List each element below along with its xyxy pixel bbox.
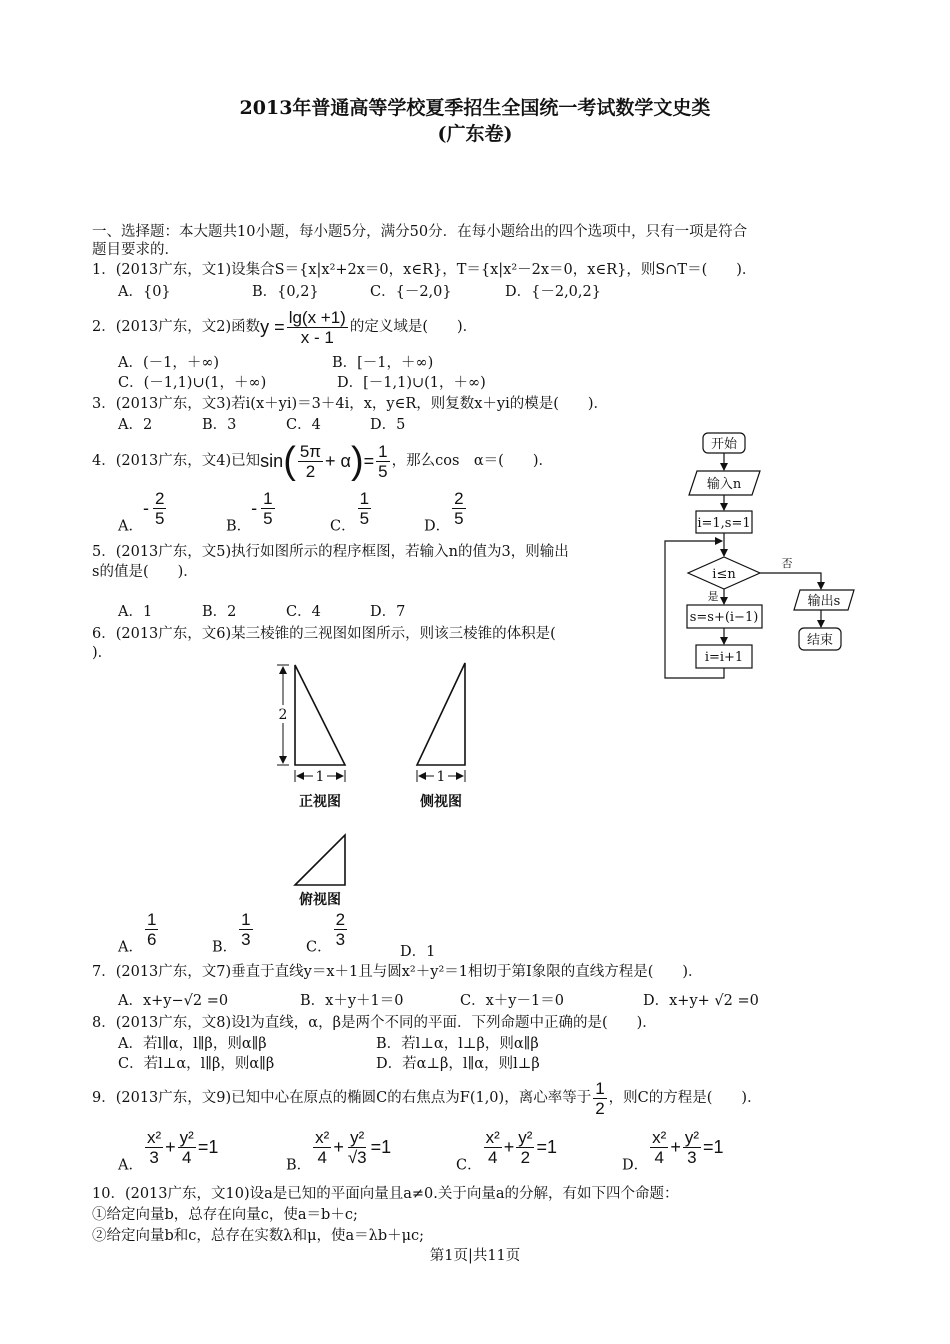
q9-option-d-label: D． [622, 1157, 649, 1174]
front-width-label: 1 [315, 769, 325, 785]
q9-option-c-a: 4 [487, 1148, 498, 1167]
q9-eccentricity-fraction [593, 1079, 606, 1118]
q4-equals: = [363, 451, 375, 471]
q2-numerator: lg(x +1) [288, 307, 346, 327]
q9-option-d [622, 1128, 724, 1175]
question-1-stem: 1．(2013广东，文1)设集合S＝{x|x²+2x＝0，x∈R}，T＝{x|x²－2x＝0，x∈R}，则S∩T＝( )． [92, 262, 757, 278]
q4-option-a-den: 5 [154, 509, 165, 528]
page-footer: 第1页|共11页 [429, 1248, 521, 1264]
flowchart-condition-text: i≤n [712, 567, 736, 582]
front-view-caption: 正视图 [299, 794, 341, 810]
q8-option-a: A．若l∥α，l∥β，则α∥β [118, 1036, 267, 1052]
flowchart-end-text: 结束 [806, 633, 834, 648]
q8-option-d: D．若α⊥β，l∥α，则l⊥β [376, 1056, 540, 1072]
question-3-stem: 3．(2013广东，文3)若i(x＋yi)＝3＋4i，x，y∈R，则复数x＋yi的模是( )． [92, 396, 609, 412]
front-view-triangle [295, 665, 345, 765]
q9-option-c-xfrac [484, 1128, 502, 1167]
q2-prefix: 2．(2013广东，文2)函数 [92, 319, 261, 335]
q6-option-d: D．1 [400, 944, 436, 960]
q4-suffix: ，那么cos α＝( )． [391, 453, 553, 469]
flowchart-start-text: 开始 [710, 437, 738, 452]
q9-option-a-xfrac [145, 1128, 163, 1167]
q9-option-d-y2: y² [684, 1128, 699, 1147]
q3-option-b: B．3 [202, 417, 237, 433]
q6-option-a-fraction [145, 910, 158, 949]
q9-option-d-yfrac [683, 1128, 701, 1167]
q1-option-b: B．{0,2} [252, 284, 319, 300]
q4-option-b-num: 1 [263, 489, 273, 508]
q4-option-c-label: C． [330, 518, 356, 535]
q5-option-d: D．7 [370, 604, 406, 620]
q4-option-d-den: 5 [454, 509, 464, 528]
q7-option-b: B．x＋y＋1＝0 [300, 993, 404, 1009]
q9-option-c [456, 1128, 557, 1175]
q4-option-b-sign: - [251, 498, 258, 518]
question-6-stem-cont: )． [92, 645, 113, 661]
q9-num: 1 [595, 1078, 605, 1098]
q3-option-d: D．5 [370, 417, 406, 433]
q6-option-c-num: 2 [335, 910, 346, 929]
q9-prefix: 9．(2013广东，文9)已知中心在原点的椭圆C的右焦点为F(1,0)，离心率等于 [92, 1090, 592, 1106]
section-instructions: 一、选择题：本大题共10小题，每小题5分，满分50分．在每小题给出的四个选项中，只有一项是符合 [92, 224, 748, 240]
q9-option-b-x2: x² [315, 1128, 330, 1147]
page-subtitle: (广东卷) [437, 123, 513, 145]
q1-option-d: D．{－2,0,2} [505, 284, 601, 300]
q9-option-d-x2: x² [652, 1128, 667, 1147]
q9-option-b-label: B． [286, 1157, 312, 1174]
front-height-label: 2 [278, 707, 288, 723]
q9-suffix: ，则C的方程是( )． [608, 1090, 762, 1106]
q10-proposition-1: ①给定向量b，总存在向量c，使a＝b＋c; [92, 1207, 358, 1223]
q6-option-c-fraction [334, 910, 347, 949]
question-6-stem: 6．(2013广东，文6)某三棱锥的三视图如图所示，则该三棱锥的体积是( [92, 626, 556, 642]
q4-option-d-label: D． [424, 518, 451, 535]
q6-option-a-num: 1 [146, 910, 157, 929]
q6-option-b [212, 910, 255, 957]
q2-denominator: x - 1 [300, 327, 334, 347]
q4-option-c-num: 1 [359, 489, 370, 508]
q4-plus-alpha: + α [325, 451, 351, 471]
side-width-label: 1 [436, 769, 446, 785]
side-view-triangle [417, 663, 465, 765]
q4-rparen: ) [350, 440, 364, 482]
q9-option-a-plus: + [165, 1137, 176, 1157]
q9-option-a-b: 4 [182, 1148, 192, 1167]
q3-option-c: C．4 [286, 417, 321, 433]
q6-option-a [118, 910, 160, 957]
q9-option-d-a: 4 [654, 1148, 664, 1167]
q6-option-b-label: B． [212, 939, 238, 956]
q9-option-c-eq: =1 [536, 1137, 557, 1157]
q1-option-a: A．{0} [118, 284, 171, 300]
q9-option-b-eq: =1 [370, 1137, 392, 1157]
q2-option-b: B．[－1，＋∞) [332, 355, 434, 371]
q6-option-a-label: A． [118, 939, 143, 956]
q1-option-c: C．{－2,0} [370, 284, 452, 300]
q9-option-a-yfrac [178, 1128, 196, 1167]
q9-option-b-b: √3 [347, 1148, 367, 1167]
question-9-stem [92, 1076, 762, 1120]
side-view-caption: 侧视图 [420, 794, 462, 810]
q9-option-c-yfrac [516, 1128, 534, 1167]
q4-value-num: 1 [378, 441, 388, 461]
q6-option-b-num: 1 [241, 910, 251, 929]
q4-option-d-num: 2 [454, 489, 464, 508]
q9-option-d-xfrac [650, 1128, 668, 1167]
q9-option-c-y2: y² [518, 1128, 533, 1147]
q4-value-den: 5 [378, 461, 388, 481]
q9-option-a-x2: x² [146, 1128, 162, 1147]
q6-option-b-den: 3 [241, 930, 251, 949]
flowchart-output-text: 输出s [807, 594, 841, 609]
page-title: 2013年普通高等学校夏季招生全国统一考试数学文史类 [239, 97, 711, 119]
flowchart-update-s-text: s=s+(i−1) [689, 610, 759, 625]
q3-option-a: A．2 [118, 417, 153, 433]
q5-option-c: C．4 [286, 604, 321, 620]
flowchart-input-text: 输入n [706, 477, 742, 492]
q7-option-a: A．x+y−√2 =0 [118, 993, 229, 1009]
q9-option-b-a: 4 [317, 1148, 327, 1167]
q9-option-c-b: 2 [520, 1148, 531, 1167]
q4-option-a-num: 2 [154, 489, 165, 508]
flowchart-no-arrow [760, 573, 821, 589]
q2-option-d: D．[－1,1)∪(1，＋∞) [337, 375, 486, 391]
q4-option-b-den: 5 [263, 509, 273, 528]
q2-lhs: y = [260, 317, 285, 337]
q4-angle-num: 5π [299, 441, 322, 461]
q5-option-b: B．2 [202, 604, 237, 620]
question-5-stem-cont: s的值是( )． [92, 564, 198, 580]
q7-option-c: C．x＋y－1＝0 [460, 993, 564, 1009]
question-8-stem: 8．(2013广东，文8)设l为直线，α，β是两个不同的平面．下列命题中正确的是( )． [92, 1015, 657, 1031]
q9-den: 2 [595, 1098, 605, 1118]
top-view-caption: 俯视图 [299, 892, 341, 908]
q9-option-b-xfrac [313, 1128, 331, 1167]
q9-option-a-eq: =1 [197, 1137, 219, 1157]
q4-option-a-sign: - [142, 498, 149, 518]
q9-option-d-b: 3 [687, 1148, 697, 1167]
q9-option-a-y2: y² [179, 1128, 194, 1147]
q9-option-c-plus: + [503, 1137, 515, 1157]
q9-option-c-x2: x² [485, 1128, 500, 1147]
q9-option-d-plus: + [670, 1137, 681, 1157]
q9-option-b-plus: + [333, 1137, 344, 1157]
flowchart-init-text: i=1,s=1 [697, 516, 751, 531]
q9-option-a [118, 1128, 218, 1175]
q6-option-a-den: 6 [146, 930, 157, 949]
q4-angle-den: 2 [305, 461, 316, 481]
q4-sin: sin [260, 451, 284, 471]
q9-option-b [286, 1128, 391, 1175]
q2-option-c: C．(－1,1)∪(1，＋∞) [118, 375, 267, 391]
q6-option-b-fraction [239, 910, 252, 949]
q9-option-a-a: 3 [149, 1148, 159, 1167]
q7-option-d: D．x+y+ √2 =0 [643, 993, 759, 1009]
section-instructions-cont: 题目要求的． [92, 242, 179, 258]
question-10-stem: 10．(2013广东，文10)设a是已知的平面向量且a≠0.关于向量a的分解，有如下四个命题： [92, 1186, 679, 1202]
flowchart-update-i-text: i=i+1 [704, 650, 744, 665]
q6-option-c-den: 3 [335, 930, 346, 949]
q8-option-b: B．若l⊥α，l⊥β，则α∥β [376, 1036, 539, 1052]
q4-lparen: ( [283, 440, 296, 482]
q9-option-b-y2: y² [350, 1128, 365, 1147]
q4-option-b-label: B． [226, 518, 252, 535]
q10-proposition-2: ②给定向量b和c，总存在实数λ和μ，使a＝λb＋μc; [92, 1228, 425, 1244]
flowchart-no-label: 否 [781, 557, 793, 570]
q4-option-c-den: 5 [359, 509, 370, 528]
flowchart-yes-label: 是 [707, 590, 719, 603]
question-5-stem: 5．(2013广东，文5)执行如图所示的程序框图，若输入n的值为3，则输出 [92, 544, 569, 560]
q8-option-c: C．若l⊥α，l∥β，则α∥β [118, 1056, 275, 1072]
q6-option-c [306, 910, 349, 957]
q5-option-a: A．1 [118, 604, 153, 620]
q4-prefix: 4．(2013广东，文4)已知 [92, 453, 261, 469]
q9-option-a-label: A． [118, 1157, 143, 1174]
q9-option-c-label: C． [456, 1157, 482, 1174]
q2-option-a: A．(－1，＋∞) [118, 355, 220, 371]
q6-option-c-label: C． [306, 939, 332, 956]
q2-suffix: 的定义域是( )． [349, 319, 478, 335]
q9-option-b-yfrac [346, 1128, 369, 1167]
q4-option-a-label: A． [118, 518, 143, 535]
question-7-stem: 7．(2013广东，文7)垂直于直线y＝x＋1且与圆x²＋y²＝1相切于第Ⅰ象限的直线方程是( )． [92, 964, 703, 980]
q9-option-d-eq: =1 [703, 1137, 724, 1157]
top-view-triangle [295, 835, 345, 885]
